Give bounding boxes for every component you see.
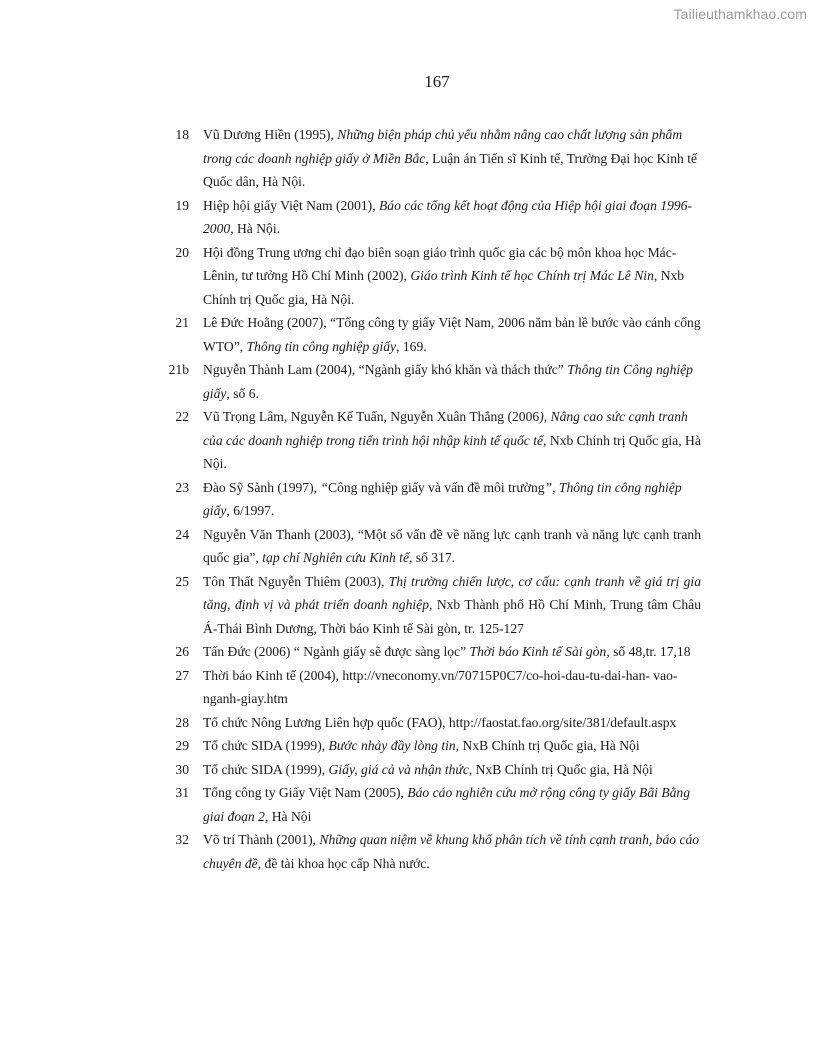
reference-item <box>160 523 710 570</box>
reference-number: 28 <box>175 714 189 730</box>
reference-text <box>203 405 701 476</box>
reference-number: 32 <box>175 832 189 847</box>
reference-segment: , Hà Nội. <box>230 221 281 236</box>
reference-title: ), Nâng cao sức cạnh tranh của các doanh nghiệp trong tiến trình hội nhập kinh tế quốc tế <box>203 409 688 448</box>
reference-item <box>160 241 710 312</box>
reference-segment: Thời báo Kinh tế (2004), http://vneconomy.vn/70715P0C7/co-hoi-dau-tu-dai-han- vao-nganh-giay.htm <box>203 667 678 706</box>
page-number: 167 <box>424 72 450 91</box>
reference-segment: , số 317. <box>409 550 456 565</box>
reference-number: 21 <box>175 315 189 330</box>
reference-item <box>160 311 710 358</box>
reference-number: 18 <box>175 127 189 142</box>
reference-title: Giấy, giá cả và nhận thức <box>328 761 469 777</box>
reference-segment: Nguyễn Văn Thanh (2003), “Một số vấn đề về năng lực cạnh tranh và năng lực cạnh tranh quốc gia”, <box>203 526 701 565</box>
reference-text <box>203 311 701 358</box>
reference-segment: , NxB Chính trị Quốc gia, Hà Nội <box>468 761 653 777</box>
reference-text <box>203 734 701 758</box>
reference-title: Bước nhảy đầy lòng tin <box>328 738 456 753</box>
reference-item <box>160 711 710 735</box>
reference-text <box>203 241 701 312</box>
reference-segment: Tôn Thất Nguyễn Thiêm (2003), <box>203 573 389 589</box>
reference-title: Giáo trình Kinh tế học Chính trị Mác Lê Nin <box>410 268 654 283</box>
reference-segment: , NxB Chính trị Quốc gia, Hà Nội <box>455 738 640 753</box>
reference-title: Thông tin công nghiệp giấy <box>246 338 397 354</box>
reference-number: 24 <box>175 526 189 542</box>
reference-text <box>203 476 701 523</box>
watermark: Tailieuthamkhao.com <box>673 6 807 22</box>
reference-segment: Tổ chức SIDA (1999), <box>203 738 329 753</box>
reference-text <box>203 358 701 405</box>
reference-text <box>203 194 701 241</box>
reference-item <box>160 781 710 828</box>
reference-text <box>203 523 701 570</box>
reference-list <box>160 123 710 875</box>
reference-segment: , Nxb Chính trị Quốc gia, Hà Nội. <box>203 432 701 471</box>
reference-item <box>160 358 710 405</box>
reference-item <box>160 664 710 711</box>
reference-text <box>203 828 701 875</box>
reference-text <box>203 640 701 664</box>
reference-segment: , 6/1997. <box>226 503 275 518</box>
reference-segment: , Hà Nội <box>264 808 312 824</box>
reference-segment: Vũ Dương Hiền (1995), <box>203 127 338 142</box>
reference-number: 22 <box>175 409 189 424</box>
reference-segment: , Luận án Tiến sĩ Kinh tế, Trường Đại học Kinh tế Quốc dân, Hà Nội. <box>203 150 698 189</box>
reference-segment: , Nxb Thành phố Hồ Chí Minh, Trung tâm Châu Á-Thái Bình Dương, Thời báo Kinh tế Sài gòn, tr. 125-127 <box>203 597 701 636</box>
reference-title: Báo cáo nghiên cứu mở rộng công ty giấy Bãi Bằng giai đoạn 2 <box>203 785 691 824</box>
reference-number: 26 <box>175 644 189 659</box>
reference-title: Thời báo Kinh tế Sài gòn <box>469 644 607 659</box>
reference-text <box>203 664 701 711</box>
reference-segment: Hội đồng Trung ương chỉ đạo biên soạn giáo trình quốc gia các bộ môn khoa học Mác-Lênin, tư tưởng Hồ Chí Minh (2002), <box>203 244 677 283</box>
reference-number: 20 <box>175 244 189 260</box>
reference-segment: , Nxb Chính trị Quốc gia, Hà Nội. <box>203 268 685 307</box>
reference-item <box>160 405 710 476</box>
reference-number: 25 <box>175 573 189 589</box>
reference-number: 19 <box>175 197 189 213</box>
reference-segment: Hiệp hội giấy Việt Nam (2001), <box>203 197 379 213</box>
reference-number: 27 <box>175 667 189 683</box>
reference-item <box>160 570 710 641</box>
reference-item <box>160 758 710 782</box>
reference-text <box>203 781 701 828</box>
reference-title: ”, Thông tin công nghiệp giấy <box>203 479 682 518</box>
reference-item <box>160 123 710 194</box>
reference-text <box>203 123 701 194</box>
reference-item <box>160 476 710 523</box>
reference-title: Những biện pháp chủ yếu nhằm nâng cao chất lượng sản phẩm trong các doanh nghiệp giấy ở Miền Bắc <box>203 127 683 166</box>
reference-item <box>160 640 710 664</box>
reference-title: Thị trường chiến lược, cơ cấu: cạnh tranh về giá trị gia tăng, định vị và phát triển doanh nghiệp <box>203 573 701 612</box>
reference-title: Báo các tổng kết hoạt động của Hiệp hội giai đoạn 1996-2000 <box>203 197 692 236</box>
reference-number: 30 <box>175 761 189 777</box>
reference-number: 21b <box>168 362 189 377</box>
reference-segment: , đề tài khoa học cấp Nhà nước. <box>257 855 430 871</box>
reference-number: 29 <box>175 738 189 753</box>
reference-title: “ <box>320 479 328 495</box>
reference-segment: , 169. <box>396 338 427 354</box>
reference-segment: Tấn Đức (2006) “ Ngành giấy sẽ được sàng lọc” <box>203 644 470 659</box>
reference-segment: Nguyễn Thành Lam (2004), “Ngành giấy khó khăn và thách thức” <box>203 362 568 377</box>
reference-segment: Võ trí Thành (2001), <box>203 832 320 847</box>
reference-segment: Vũ Trọng Lâm, Nguyễn Kế Tuấn, Nguyễn Xuân Thắng (2006 <box>203 409 540 424</box>
reference-segment: , số 48,tr. 17,18 <box>606 644 691 659</box>
reference-number: 23 <box>175 479 189 495</box>
reference-segment: Tổng công ty Giấy Việt Nam (2005), <box>203 785 408 800</box>
reference-item <box>160 828 710 875</box>
reference-segment: Công nghiệp giấy và vấn đề môi trường <box>328 479 545 495</box>
reference-segment: Đào Sỹ Sành (1997), <box>203 479 321 495</box>
reference-text <box>203 711 701 735</box>
reference-item <box>160 194 710 241</box>
reference-segment: Lê Đức Hoằng (2007), “Tổng công ty giấy Việt Nam, 2006 năm bản lề bước vào cánh cổng WTO”, <box>203 315 701 354</box>
reference-text <box>203 758 701 782</box>
reference-segment: Tổ chức Nông Lương Liên hợp quốc (FAO), http://faostat.fao.org/site/381/default.aspx <box>203 714 677 730</box>
reference-title: tạp chí Nghiên cứu Kinh tế <box>262 550 409 565</box>
reference-title: Những quan niệm về khung khổ phân tích về tính cạnh tranh, báo cáo chuyên đề <box>203 832 700 871</box>
reference-segment: Tổ chức SIDA (1999), <box>203 761 329 777</box>
reference-text <box>203 570 701 641</box>
reference-title: Thông tin Công nghiệp giấy <box>203 362 693 401</box>
reference-number: 31 <box>175 785 189 800</box>
reference-segment: , số 6. <box>226 385 259 401</box>
reference-item <box>160 734 710 758</box>
